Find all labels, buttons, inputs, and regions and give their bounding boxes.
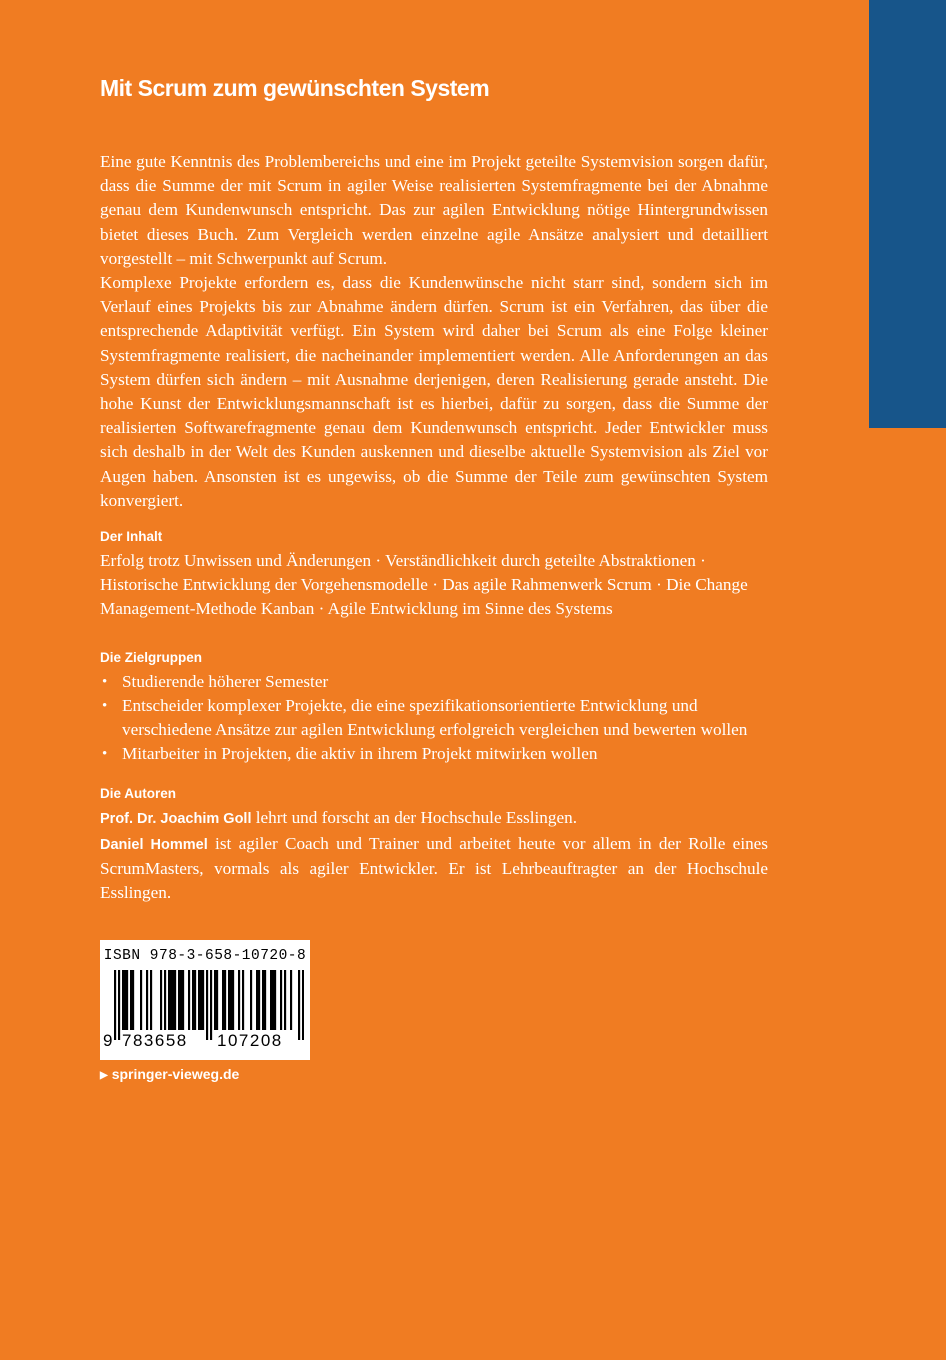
barcode-bar [264, 970, 266, 1030]
barcode-bar [290, 970, 292, 1030]
section-heading-zielgruppen: Die Zielgruppen [100, 649, 203, 665]
barcode-bar [228, 970, 230, 1030]
barcode-bar [272, 970, 274, 1030]
barcode-bar [164, 970, 166, 1030]
barcode-bar [118, 970, 120, 1040]
barcode-bar [280, 970, 282, 1030]
barcode-bar [160, 970, 162, 1030]
intro-paragraph-1: Eine gute Kenntnis des Problembereichs und eine im Projekt geteilte Systemvision sorgen dafür, dass die Summe der mit Scrum in agiler Weise realisierten Systemfragmente bei der Abnahme genau dem Kundenwunsch entspricht. Das zur agilen Entwicklung nötige Hintergrundwissen bietet dieses Buch. Zum Vergleich werden einzelne agile Ansätze analysiert und detailliert vorgestellt – mit Schwerpunkt auf Scrum. [100, 152, 768, 268]
barcode-bar [302, 970, 304, 1040]
barcode-digits-right: 107208 [217, 1031, 283, 1050]
author-description: ist agiler Coach und Trainer und arbeitet heute vor allem in der Rolle eines ScrumMasters, vormals als agiler Entwickler. Er ist Lehrbeauftragter an der Hochschule Esslingen. [100, 833, 768, 903]
list-item: • Studierende höherer Semester [100, 670, 768, 694]
isbn-label: ISBN 978-3-658-10720-8 [103, 948, 307, 964]
barcode-bar [216, 970, 218, 1030]
barcode-bar [258, 970, 260, 1030]
barcode-bar [200, 970, 202, 1030]
barcode-bar [242, 970, 244, 1030]
barcode-bar [126, 970, 128, 1030]
list-item: • Entscheider komplexer Projekte, die eine spezifikationsorientierte Entwicklung und verschiedene Ansätze zur agilen Entwicklung erfolgreich vergleichen und bewerten wollen [102, 695, 748, 740]
barcode-bar [224, 970, 226, 1030]
barcode-bar [202, 970, 204, 1030]
barcode-bar [298, 970, 300, 1040]
barcode-bar [192, 970, 194, 1030]
barcode-bar [256, 970, 258, 1030]
author-description: lehrt und forscht an der Hochschule Esslingen. [251, 808, 578, 828]
barcode-bar [206, 970, 208, 1040]
list-item: • Mitarbeiter in Projekten, die aktiv in ihrem Projekt mitwirken wollen [100, 742, 768, 766]
publisher-url: springer-vieweg.de [111, 1066, 240, 1082]
barcode-bar [174, 970, 176, 1030]
section-heading-inhalt: Der Inhalt [100, 529, 163, 545]
barcode-bar [140, 970, 142, 1030]
barcode-bar [194, 970, 196, 1030]
back-cover-content [100, 70, 768, 905]
barcode-bar [150, 970, 152, 1030]
bullet-icon: • [102, 746, 108, 763]
barcode-bar [250, 970, 252, 1030]
barcode-bar [180, 970, 182, 1030]
barcode-bar [170, 970, 172, 1030]
barcode-bar [122, 970, 124, 1030]
publisher-link[interactable] [100, 1064, 239, 1086]
barcode-bar [214, 970, 216, 1030]
barcode-bars [114, 970, 304, 1040]
bullet-icon: • [102, 673, 108, 690]
author-name: Daniel Hommel [100, 836, 208, 853]
barcode-bar [238, 970, 240, 1030]
barcode-bar [284, 970, 286, 1030]
barcode-bar [274, 970, 276, 1030]
inhalt-text: Erfolg trotz Unwissen und Änderungen · Verständlichkeit durch geteilte Abstraktionen · Historische Entwicklung der Vorgehensmodelle · Das agile Rahmenwerk Scrum · Die Change Management-Methode Kanban · Agile Entwicklung im Sinne des Systems [100, 551, 748, 619]
barcode-bar [222, 970, 224, 1030]
barcode-digits-left: 783658 [122, 1031, 188, 1050]
barcode-bar [230, 970, 232, 1030]
zielgruppen-list [100, 670, 768, 767]
author-name: Prof. Dr. Joachim Goll [100, 811, 252, 828]
barcode-bar [130, 970, 132, 1030]
author-entry-goll [100, 806, 768, 831]
author-entry-hommel [100, 832, 768, 906]
barcode-bar [198, 970, 200, 1030]
side-color-band [869, 0, 946, 428]
barcode-digit-first: 9 [103, 1031, 114, 1050]
barcode-bar [132, 970, 134, 1030]
barcode-bar [168, 970, 170, 1030]
barcode-bar [182, 970, 184, 1030]
barcode-bar [172, 970, 174, 1030]
barcode-bar [210, 970, 212, 1040]
barcode-bar [114, 970, 116, 1040]
section-heading-autoren: Die Autoren [100, 786, 177, 802]
barcode-bar [232, 970, 234, 1030]
barcode-bar [270, 970, 272, 1030]
barcode-bar [262, 970, 264, 1030]
isbn-barcode [100, 940, 310, 1060]
barcode-bar [124, 970, 126, 1030]
arrow-right-icon: ▶ [100, 1070, 108, 1081]
barcode-bar [188, 970, 190, 1030]
barcode-bar [146, 970, 148, 1030]
book-blurb-title: Mit Scrum zum gewünschten System [100, 75, 490, 101]
intro-paragraph-2: Komplexe Projekte erfordern es, dass die Kundenwünsche nicht starr sind, sondern sich im Verlauf eines Projekts bis zur Abnahme ändern dürfen. Scrum ist ein Verfahren, das über die entsprechende Adaptivität verfügt. Ein System wird daher bei Scrum als eine Folge kleiner Systemfragmente realisiert, die nacheinander implementiert werden. Alle Anforderungen an das System dürfen sich ändern – mit Ausnahme derjenigen, deren Realisierung gerade ansteht. Die hohe Kunst der Entwicklungsmannschaft ist es hierbei, dafür zu sorgen, dass die Summe der realisierten Softwarefragmente genau dem Kundenwunsch entspricht. Jeder Entwickler muss sich deshalb in der Welt des Kunden auskennen und dieselbe aktuelle Systemvision als Ziel vor Augen haben. Ansonsten ist es ungewiss, ob die Summe der Teile zum gewünschten System konvergiert. [100, 273, 768, 510]
bullet-icon: • [102, 697, 108, 714]
barcode-bar [178, 970, 180, 1030]
